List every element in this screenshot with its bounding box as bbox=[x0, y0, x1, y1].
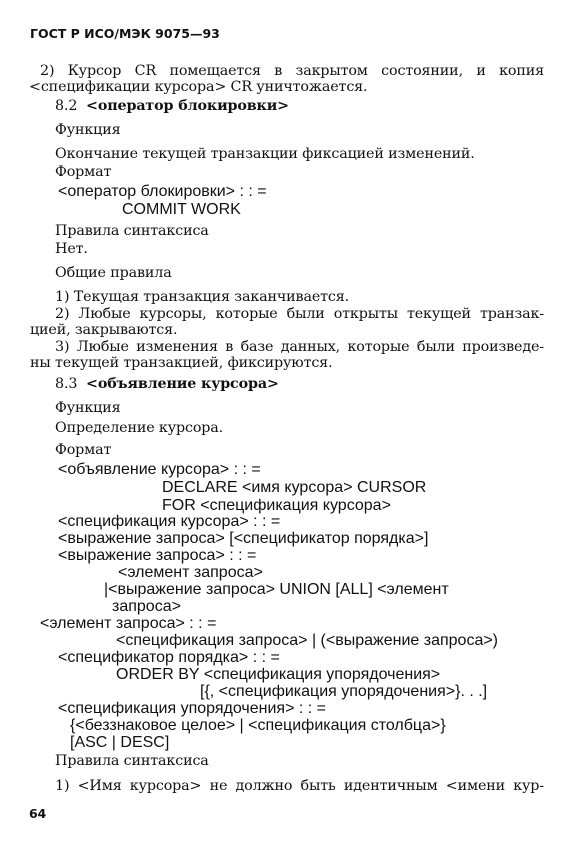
running-header: ГОСТ Р ИСО/МЭК 9075—93 bbox=[30, 26, 220, 41]
syntax-line: <спецификатор порядка> : : = bbox=[58, 649, 280, 666]
syntax-line: <выражение запроса> [<спецификатор порядка>] bbox=[58, 530, 429, 547]
subheading: Общие правила bbox=[55, 265, 172, 281]
syntax-line: FOR <спецификация курсора> bbox=[162, 497, 391, 514]
syntax-line: {<беззнаковое целое> | <спецификация столбца>} bbox=[70, 717, 446, 734]
paragraph-line: 1) <Имя курсора> не должно быть идентичным <имени кур- bbox=[55, 778, 544, 794]
syntax-line: |<выражение запроса> UNION [ALL] <элемент bbox=[104, 581, 449, 598]
subheading: Формат bbox=[55, 164, 112, 180]
paragraph-line: 3) Любые изменения в базе данных, которые были произведе- bbox=[55, 339, 544, 355]
paragraph-line: цией, закрываются. bbox=[30, 322, 178, 338]
section-number: 8.2 bbox=[55, 98, 78, 114]
paragraph-line: Нет. bbox=[55, 241, 88, 257]
syntax-line: <спецификация запроса> | (<выражение запроса>) bbox=[116, 632, 499, 649]
page-number: 64 bbox=[29, 806, 47, 821]
subheading: Формат bbox=[55, 442, 112, 458]
paragraph-line: 1) Текущая транзакция заканчивается. bbox=[55, 289, 350, 305]
section-title: <объявление курсора> bbox=[86, 376, 279, 392]
syntax-line: ORDER BY <спецификация упорядочения> bbox=[116, 666, 441, 683]
syntax-line: <элемент запроса> : : = bbox=[40, 615, 217, 632]
syntax-line: запроса> bbox=[112, 598, 181, 615]
subheading: Правила синтаксиса bbox=[55, 753, 209, 769]
paragraph-line: <спецификации курсора> CR уничтожается. bbox=[29, 79, 368, 95]
subheading: Функция bbox=[55, 400, 121, 416]
subheading: Функция bbox=[55, 122, 121, 138]
syntax-line: [{, <спецификация упорядочения>}. . .] bbox=[200, 683, 488, 700]
syntax-line: DECLARE <имя курсора> CURSOR bbox=[162, 479, 427, 496]
syntax-line: <спецификация курсора> : : = bbox=[58, 513, 281, 530]
syntax-line: [ASC | DESC] bbox=[70, 734, 170, 751]
subheading: Правила синтаксиса bbox=[55, 223, 209, 239]
paragraph-line: Определение курсора. bbox=[55, 420, 224, 436]
syntax-line: COMMIT WORK bbox=[122, 201, 241, 218]
section-number: 8.3 bbox=[55, 376, 78, 392]
paragraph-line: 2) Курсор CR помещается в закрытом состоянии, и копия bbox=[40, 63, 544, 79]
section-title: <оператор блокировки> bbox=[86, 98, 290, 114]
syntax-line: <оператор блокировки> : : = bbox=[58, 183, 267, 200]
syntax-line: <элемент запроса> bbox=[118, 564, 263, 581]
paragraph-line: ны текущей транзакцией, фиксируются. bbox=[30, 355, 333, 371]
paragraph-line: Окончание текущей транзакции фиксацией изменений. bbox=[55, 146, 475, 162]
syntax-line: <выражение запроса> : : = bbox=[58, 547, 257, 564]
syntax-line: <объявление курсора> : : = bbox=[58, 461, 261, 478]
paragraph-line: 2) Любые курсоры, которые были открыты текущей транзак- bbox=[55, 306, 544, 322]
syntax-line: <спецификация упорядочения> : : = bbox=[58, 700, 326, 717]
